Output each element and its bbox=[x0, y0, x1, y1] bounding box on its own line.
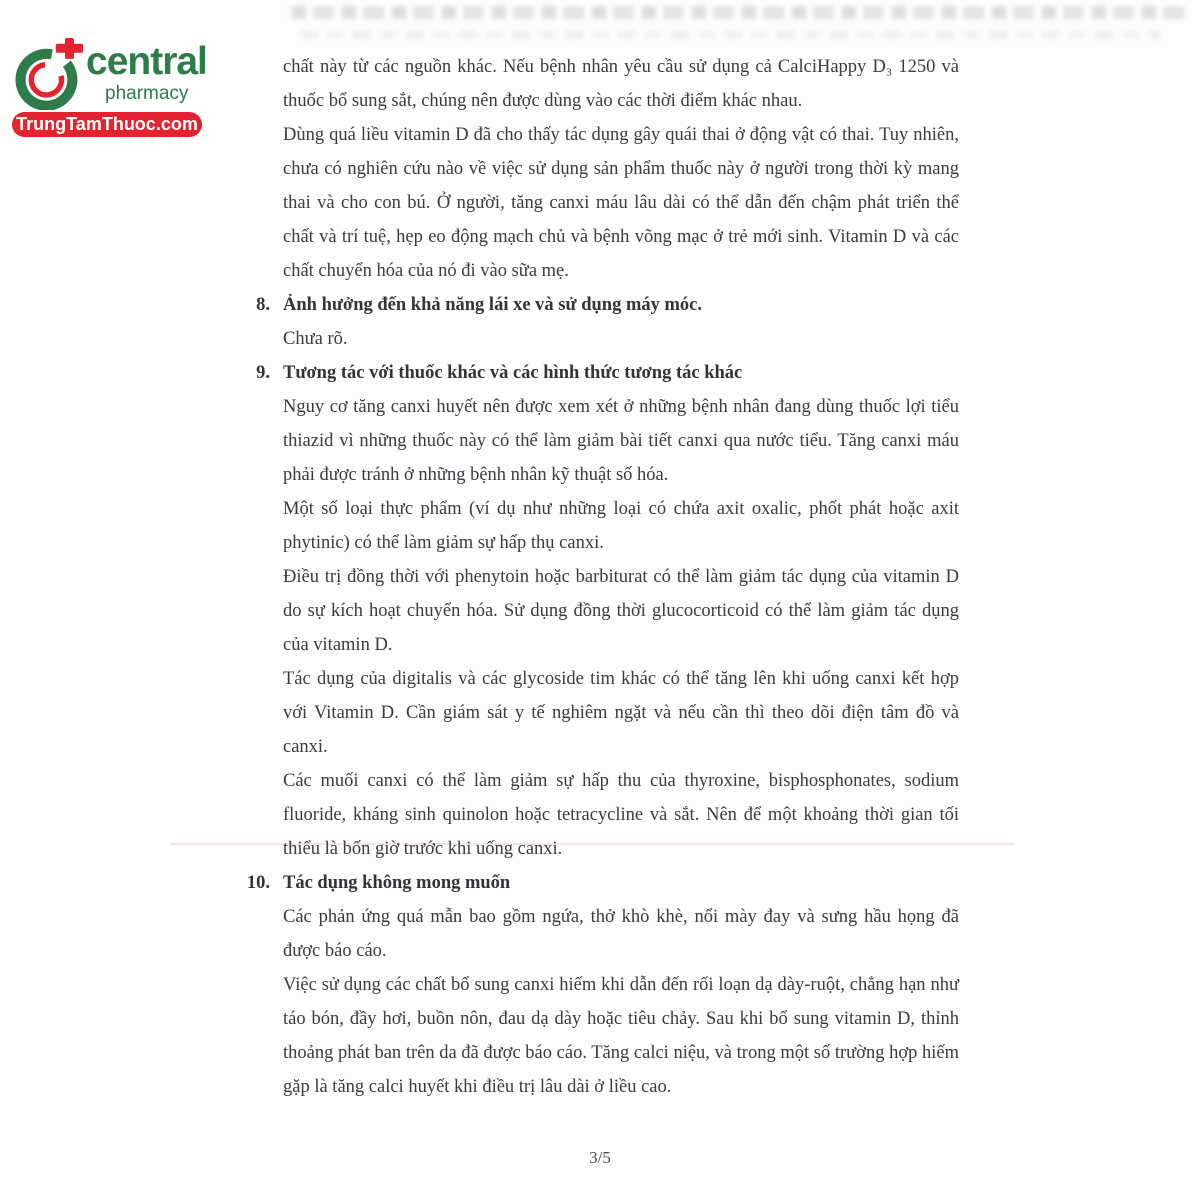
section-heading-text: Ảnh hưởng đến khả năng lái xe và sử dụng máy móc. bbox=[283, 295, 702, 315]
paragraph: Nguy cơ tăng canxi huyết nên được xem xét ở những bệnh nhân đang dùng thuốc lợi tiểu thiazid vì những thuốc này có thể làm giảm bài tiết canxi qua nước tiểu. Tăng canxi máu phải được tránh ở những bệnh nhân kỹ thuật số hóa. bbox=[283, 397, 959, 485]
section-heading-text: Tác dụng không mong muốn bbox=[283, 873, 511, 893]
paragraph: Điều trị đồng thời với phenytoin hoặc barbiturat có thể làm giảm tác dụng của vitamin D do sự kích hoạt chuyển hóa. Sử dụng đồng thời glucocorticoid có thể làm giảm tác dụng của vitamin D. bbox=[283, 567, 959, 655]
paragraph: Chưa rõ. bbox=[283, 329, 348, 349]
paragraph: Tác dụng của digitalis và các glycoside tim khác có thể tăng lên khi uống canxi kết hợp với Vitamin D. Cần giám sát y tế nghiêm ngặt và nếu cần thì theo dõi điện tâm đồ và canxi. bbox=[283, 669, 959, 757]
ghost-text-line bbox=[292, 6, 1187, 19]
section-heading bbox=[246, 866, 959, 900]
brand-name: central bbox=[86, 40, 207, 83]
ghost-text-line bbox=[300, 31, 1160, 39]
paragraph: Việc sử dụng các chất bổ sung canxi hiếm khi dẫn đến rối loạn dạ dày-ruột, chẳng hạn như táo bón, đầy hơi, buồn nôn, đau dạ dày hoặc tiêu chảy. Sau khi bổ sung vitamin D, thỉnh thoảng phát ban trên da đã được báo cáo. Tăng calci niệu, và trong một số trường hợp hiếm gặp là tăng calci huyết khi điều trị lâu dài ở liều cao. bbox=[283, 975, 959, 1097]
section-number: 9. bbox=[256, 363, 270, 383]
paragraph: chất này từ các nguồn khác. Nếu bệnh nhân yêu cầu sử dụng cả CalciHappy D₃ 1250 và thuốc bổ sung sắt, chúng nên được dùng vào các thời điểm khác nhau. bbox=[283, 57, 959, 111]
section-heading bbox=[256, 288, 959, 322]
paragraph: Một số loại thực phẩm (ví dụ như những loại có chứa axit oxalic, phốt phát hoặc axit phytinic) có thể làm giảm sự hấp thụ canxi. bbox=[283, 499, 959, 553]
pharmacy-logo bbox=[12, 36, 232, 140]
website-badge: TrungTamThuoc.com bbox=[12, 112, 202, 137]
section-heading bbox=[256, 356, 959, 390]
section-number: 8. bbox=[256, 295, 270, 315]
document-body bbox=[246, 50, 959, 1104]
plus-icon bbox=[56, 38, 83, 59]
section-heading-text: Tương tác với thuốc khác và các hình thức tương tác khác bbox=[283, 363, 743, 383]
paragraph: Các phản ứng quá mẫn bao gồm ngứa, thở khò khè, nổi mày đay và sưng hầu họng đã được báo cáo. bbox=[283, 907, 959, 961]
section-number: 10. bbox=[246, 873, 270, 893]
paragraph: Dùng quá liều vitamin D đã cho thấy tác dụng gây quái thai ở động vật có thai. Tuy nhiên, chưa có nghiên cứu nào về việc sử dụng sản phẩm thuốc này ở người trong thời kỳ mang thai và cho con bú. Ở người, tăng canxi máu lâu dài có thể dẫn đến chậm phát triển thể chất và trí tuệ, hẹp eo động mạch chủ và bệnh võng mạc ở trẻ mới sinh. Vitamin D và các chất chuyển hóa của nó đi vào sữa mẹ. bbox=[283, 125, 959, 281]
page-number: 3/5 bbox=[589, 1148, 611, 1167]
paragraph: Các muối canxi có thể làm giảm sự hấp thu của thyroxine, bisphosphonates, sodium fluoride, kháng sinh quinolon hoặc tetracycline và sắt. Nên để một khoảng thời gian tối thiểu là bốn giờ trước khi uống canxi. bbox=[283, 771, 959, 859]
brand-tagline: pharmacy bbox=[105, 83, 189, 104]
central-pharmacy-c-icon bbox=[14, 38, 86, 110]
